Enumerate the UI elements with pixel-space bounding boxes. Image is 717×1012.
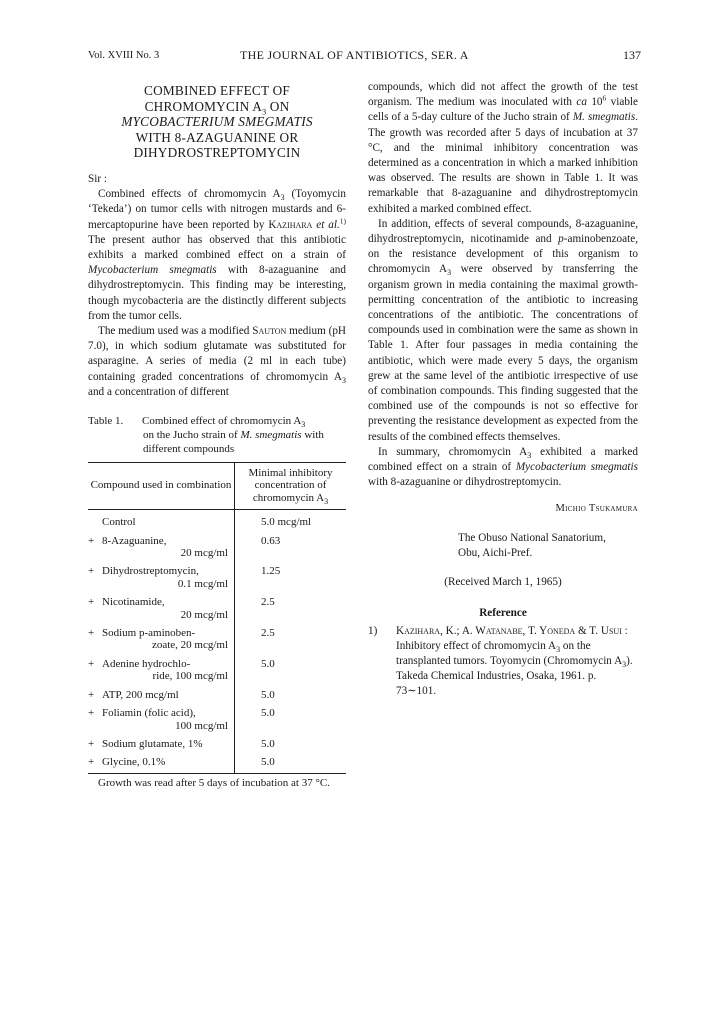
compound-cell: + 8-Azaguanine, 20 mcg/ml	[88, 535, 235, 566]
compound-cell: + Foliamin (folic acid), 100 mcg/ml	[88, 707, 235, 738]
mic-cell: 2.5	[261, 596, 275, 609]
journal-title: THE JOURNAL OF ANTIBIOTICS, SER. A	[240, 48, 469, 62]
title-line: WITH 8-AZAGUANINE OR	[135, 129, 299, 145]
compound-cell: + Sodium glutamate, 1%	[88, 738, 235, 756]
mic-cell: 2.5	[261, 627, 275, 640]
compound-cell: + Adenine hydrochlo- ride, 100 mcg/ml	[88, 658, 235, 689]
title-line: CHROMOMYCIN $A_3$ ON	[144, 98, 290, 117]
mic-cell: 5.0	[261, 688, 275, 701]
table-row	[88, 565, 346, 596]
mic-cell: 5.0	[261, 707, 275, 720]
body-paragraph: The medium used was a modified Sauton medium (pH 7.0), in which sodium glutamate was substituted for asparagine. A series of media (2 ml in each tube) containing graded concentrations of chromomycin $A_3$ and a concentration of different	[88, 325, 346, 398]
title-line: COMBINED EFFECT OF	[144, 83, 290, 98]
author-signature: Michio Tsukamura	[555, 503, 638, 515]
body-paragraph: Combined effects of chromomycin $A_3$ (Toyomycin ‘Tekeda’) on tumor cells with nitrogen mustards and 6-mercaptopurine have been reported by Kazihara et al.$^{1)}$ The present author has observed that this antibiotic exhibits a marked combined effect on a strain of Mycobacterium smegmatis with 8-azaguanine and dihydrostreptomycin. This finding may be interesting, though mycobacteria are the distinctly different subjects from the tumor cells.	[88, 188, 347, 322]
salutation: Sir :	[88, 172, 107, 185]
table-header-mic: Minimal inhibitory concentration of chromomycin $A_3$	[235, 463, 347, 510]
table-row	[88, 707, 346, 738]
compound-cell: + Glycine, 0.1%	[88, 756, 235, 773]
compound-cell: + ATP, 200 mcg/ml	[88, 689, 235, 707]
right-column	[368, 80, 638, 699]
title-line: MYCOBACTERIUM SMEGMATIS	[121, 114, 313, 130]
reference-item: 1) Kazihara, K.; A. Watanabe, T. Yoneda & T. Usui : Inhibitory effect of chromomycin $A_3$ on the transplanted tumors. Toyomycin (Chromomycin $A_3$). Takeda Chemical Industries, Osaka, 1961. p. 73∼101.	[368, 625, 633, 698]
table-row	[88, 689, 346, 707]
reference-heading: Reference	[479, 606, 527, 619]
table-row	[88, 510, 346, 535]
compound-cell: + Nicotinamide, 20 mcg/ml	[88, 596, 235, 627]
body-paragraph: In addition, effects of several compounds, 8-azaguanine, dihydrostreptomycin, nicotinamide and p-aminobenzoate, on the resistance development of this organism to chromomycin $A_3$ were observed by transferring the organism grown in media containing the maximal growth-permitting concentration of the antibiotic to increasing concentrations of the antibiotic. The concentrations of compounds used in combination were the same as shown in Table 1. After four passages in media containing the antibiotic, which were made every 5 days, the organism grew at the same level of the antibiotic irrespective of use of combination compounds. This finding suggested that the combined use of the compounds is not so effective for preventing the resistance development as expected from the results of the combined effects themselves.	[368, 217, 638, 443]
table-row	[88, 535, 346, 566]
body-paragraph: In summary, chromomycin $A_3$ exhibited a marked combined effect on a strain of Mycobacterium smegmatis with 8-azaguanine or dihydrostreptomycin.	[368, 445, 638, 489]
compound-cell: + Dihydrostreptomycin, 0.1 mcg/ml	[88, 565, 235, 596]
mic-cell: 5.0	[261, 657, 275, 670]
table-row	[88, 756, 346, 773]
left-column	[88, 80, 346, 790]
received-date: (Received March 1, 1965)	[444, 575, 562, 588]
title-line: DIHYDROSTREPTOMYCIN	[133, 145, 301, 161]
table-row	[88, 658, 346, 689]
results-table	[88, 462, 346, 774]
table-row	[88, 627, 346, 658]
table-caption: Table 1. Combined effect of chromomycin $A_3$ on the Jucho strain of M. smegmatis with different compounds	[88, 415, 324, 456]
table-row	[88, 738, 346, 756]
mic-cell: 0.63	[261, 534, 281, 547]
article-title	[88, 83, 346, 161]
author-affiliation: The Obuso National Sanatorium, Obu, Aichi-Pref.	[458, 531, 606, 560]
mic-cell: 5.0 mcg/ml	[261, 516, 312, 529]
mic-cell: 5.0	[261, 737, 275, 750]
body-paragraph: compounds, which did not affect the growth of the test organism. The medium was inoculated with ca $10^6$ viable cells of a 5-day culture of the Jucho strain of M. smegmatis. The growth was recorded after 5 days of incubation at 37 °C, and the minimal inhibitory concentration was determined as a concentration in which a marked inhibition was observed. The results are shown in Table 1. It was remarkable that 8-azaguanine and dihydrostreptomycin exhibited a marked combined effect.	[368, 81, 638, 215]
volume-label: Vol. XVIII No. 3	[88, 50, 160, 61]
compound-cell: + Sodium p-aminoben- zoate, 20 mcg/ml	[88, 627, 235, 658]
table-note: Growth was read after 5 days of incubation at 37 °C.	[98, 776, 330, 789]
mic-cell: 1.25	[261, 565, 281, 578]
table-header-compound: Compound used in combination	[88, 463, 235, 510]
page-number: 137	[623, 48, 641, 62]
running-header	[88, 48, 648, 66]
mic-cell: 5.0	[235, 756, 347, 773]
compound-cell: Control	[88, 510, 235, 535]
table-row	[88, 596, 346, 627]
